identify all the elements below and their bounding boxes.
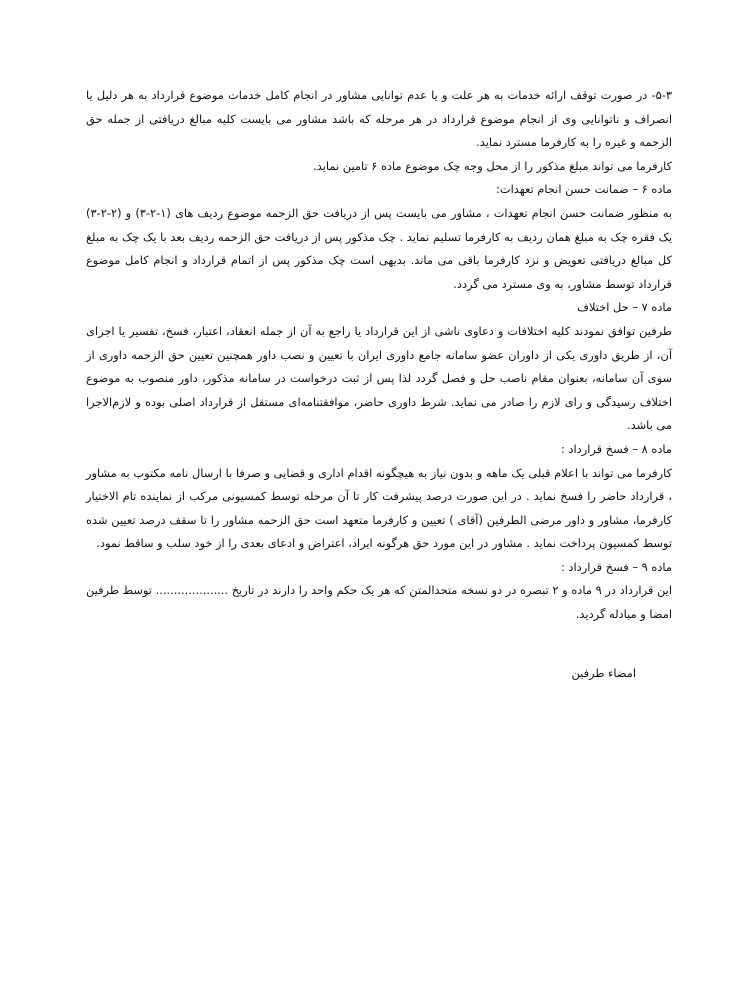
article-8-body: کارفرما می تواند با اعلام قبلی یک ماهه و بدون نیاز به هیچگونه اقدام اداری و قضایی و صرفا با ارسال نامه مکتوب به مشاور ، قرارداد حاضر را فسخ نماید . در این صورت درصد پیشرفت کار تا آن مرحله توسط کمسیونی مرکب از نماینده تام الاختیار کارفرما، مشاور و داور مرضی الطرفین (آقای ) تعیین و کارفرما متعهد است حق الزحمه مشاور را تا سقف درصد تعیین شده توسط کمسیون پرداخت نماید . مشاور در این مورد حق هرگونه ایراد، اعتراض و ادعای بعدی را از خود سلب و ساقط نمود. bbox=[86, 465, 672, 551]
clause-3-5: ۵-۳- در صورت توقف ارائه خدمات به هر علت و یا عدم توانایی مشاور در انجام کامل خدمات موضوع قرارداد به هر دلیل یا انصراف و ناتوانایی وی از انجام موضوع قرارداد در هر مرحله که باشد مشاور می بایست کلیه مبالغ دریافتی از جمله حق الزحمه و غیره را به کارفرما مسترد نماید. bbox=[86, 88, 672, 150]
article-7-body: طرفین توافق نمودند کلیه اختلافات و دعاوی ناشی از این قرارداد یا راجع به آن از جمله انعقاد، اعتبار، فسخ، تفسیر یا اجرای آن، از طریق داوری یکی از داوران عضو سامانه جامع داوری ایران با تعیین و نصب داور همچنین تعیین حق الزحمه داوری از سوی آن سامانه، بعنوان مقام ناصب حل و فصل گردد لذا پس از ثبت درخواست در سامانه مذکور، داور منصوب به موضوع اختلاف رسیدگی و رای لازم را صادر می نماید. شرط داوری حاضر، موافقتنامه‌ای مستقل از قرارداد اصلی بوده و لازم‌الاجرا می باشد. bbox=[86, 323, 672, 433]
article-8-title: ماده ۸ – فسخ قرارداد : bbox=[560, 441, 672, 456]
article-7-title: ماده ۷ – حل اختلاف bbox=[577, 300, 672, 315]
article-9-body: این قرارداد در ۹ ماده و ۲ تبصره در دو نسخه متحدالمتن که هر یک حکم واحد را دارند در تاریخ .................... توسط طرفین امضا و مبادله گردید. bbox=[86, 583, 672, 622]
article-6-body: به منظور ضمانت حسن انجام تعهدات ، مشاور می بایست پس از دریافت حق الزحمه موضوع ردیف های (۱-۲-۳) و (۲-۲-۳) یک فقره چک به مبلغ همان ردیف به کارفرما تسلیم نماید . چک مذکور پس از دریافت حق الزحمه ردیف بعد با یک چک به مبلغ کل مبالغ دریافتی تعویض و نزد کارفرما باقی می ماند. بدیهی است چک مذکور پس از اتمام قرارداد و انجام کامل موضوع قرارداد توسط مشاور، به وی مسترد می گردد. bbox=[86, 205, 672, 291]
article-9-title: ماده ۹ – فسخ قرارداد : bbox=[560, 559, 672, 574]
article-6-title: ماده ۶ – ضمانت حسن انجام تعهدات: bbox=[496, 182, 672, 197]
clause-3-5-note: کارفرما می تواند مبلغ مذکور را از محل وجه چک موضوع ماده ۶ تامین نماید. bbox=[313, 158, 672, 173]
signature-label: امضاء طرفین bbox=[571, 666, 636, 680]
contract-text bbox=[86, 84, 672, 627]
